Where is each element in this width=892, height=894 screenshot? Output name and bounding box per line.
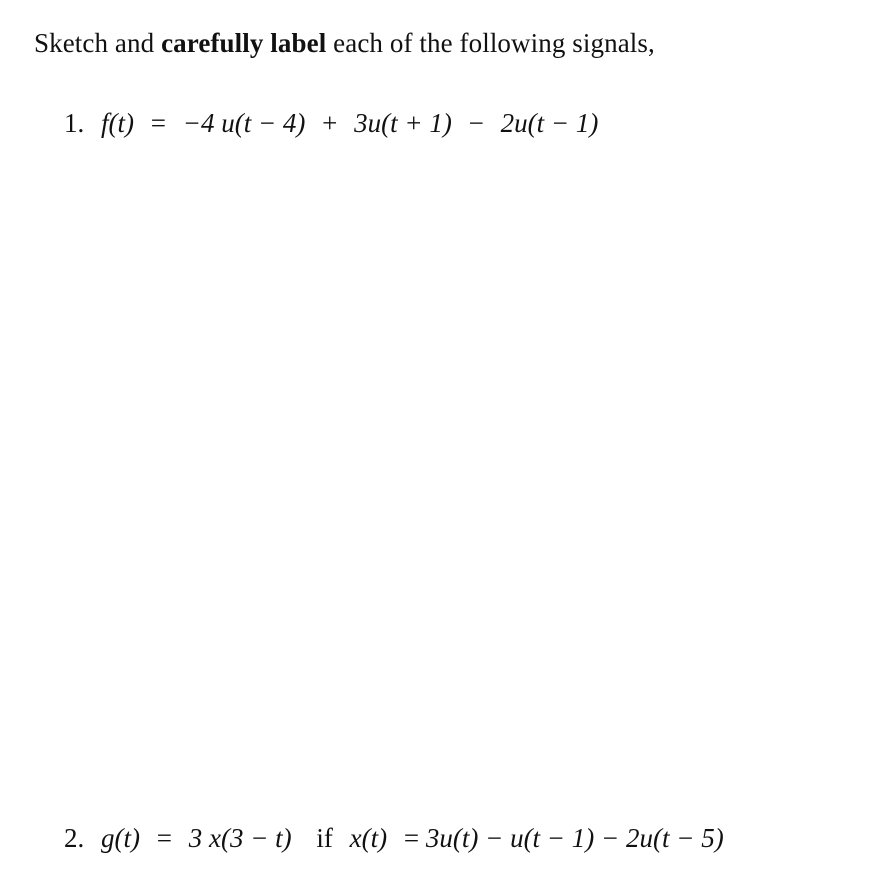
operator: + xyxy=(322,108,338,138)
equals-sign: = xyxy=(150,108,166,138)
equals-sign: = xyxy=(403,823,420,853)
term: 2u(t − 1) xyxy=(500,108,599,138)
term: −4 u(t − 4) xyxy=(182,108,306,138)
instructions-bold: carefully label xyxy=(161,28,327,58)
function-rhs: 3 x(3 − t) xyxy=(188,823,292,853)
problem-2 xyxy=(64,823,724,854)
problem-1 xyxy=(64,108,598,139)
condition-word: if xyxy=(316,823,333,853)
condition-rhs: 3u(t) − u(t − 1) − 2u(t − 5) xyxy=(425,823,724,853)
operator: − xyxy=(468,108,484,138)
instructions-prefix: Sketch and xyxy=(34,28,162,58)
equals-sign: = xyxy=(156,823,172,853)
instructions-suffix: each of the following signals, xyxy=(326,28,655,58)
function-lhs: g(t) xyxy=(101,823,140,853)
condition-lhs: x(t) xyxy=(349,823,388,853)
instructions-text xyxy=(34,28,655,59)
function-lhs: f(t) xyxy=(101,108,134,138)
problem-number: 2. xyxy=(64,823,85,853)
term: 3u(t + 1) xyxy=(354,108,452,138)
sketch-space xyxy=(0,160,892,800)
problem-number: 1. xyxy=(64,108,85,138)
